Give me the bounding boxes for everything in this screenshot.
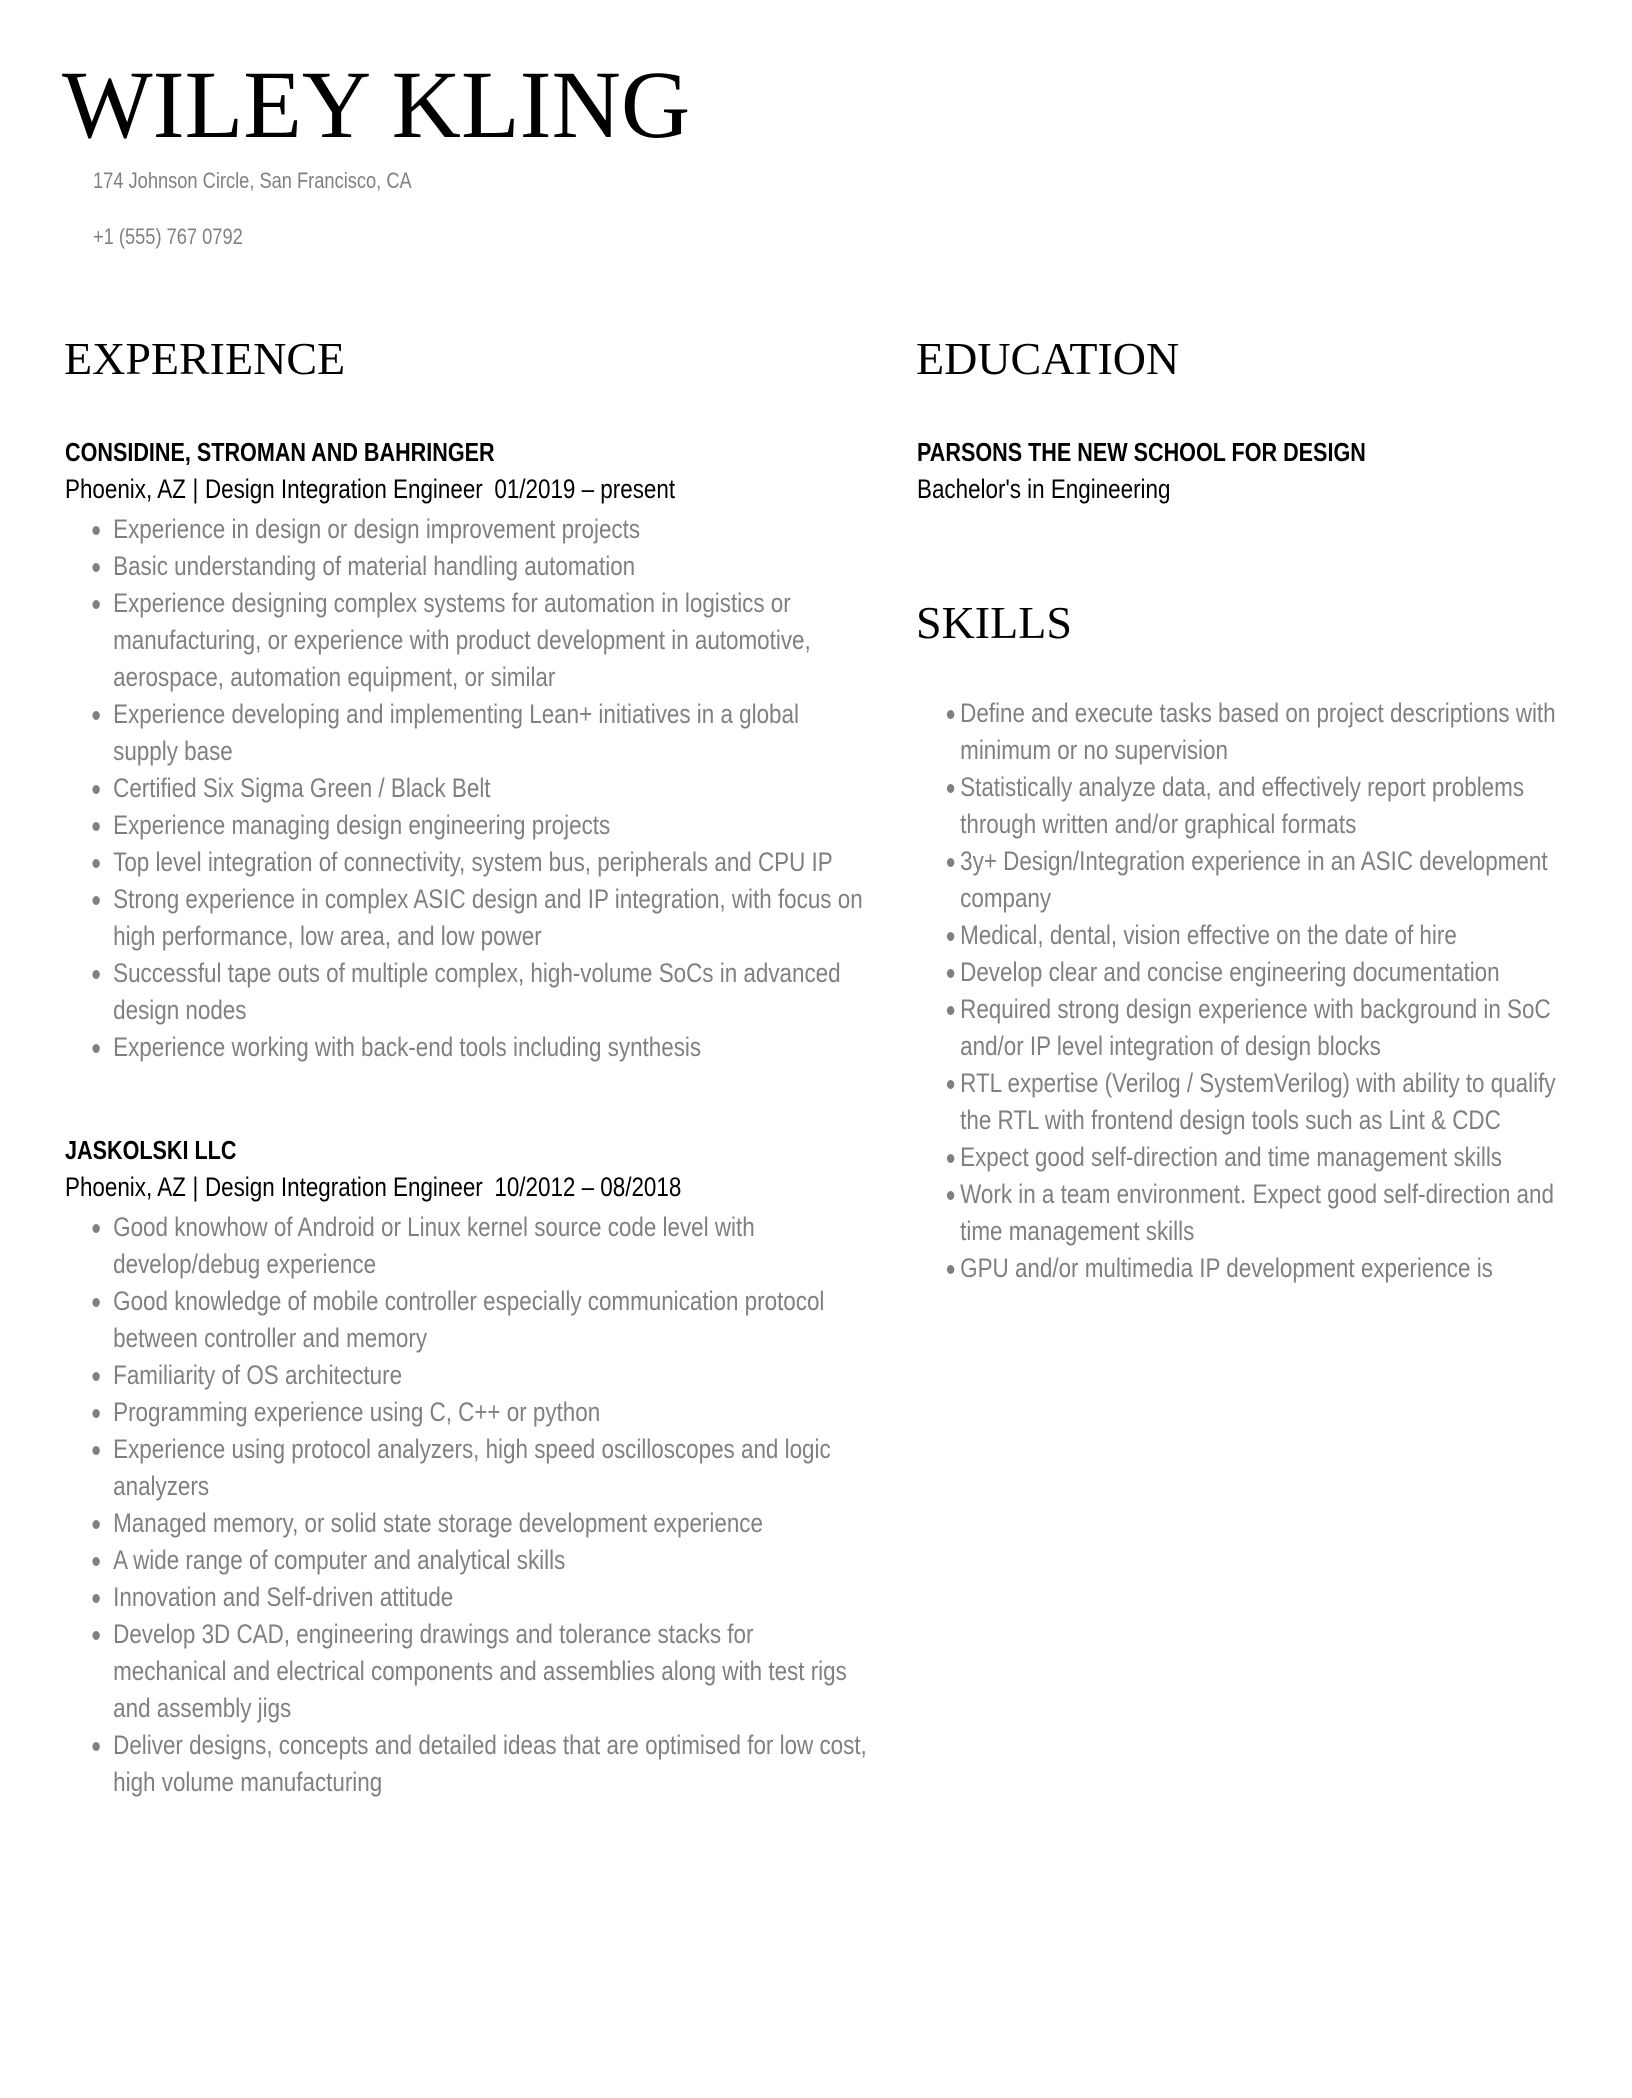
list-item <box>917 1250 1581 1287</box>
section-title-education: EDUCATION <box>916 333 1180 384</box>
list-item <box>65 1431 868 1505</box>
section-title-skills: SKILLS <box>916 597 1072 648</box>
bullet-icon <box>947 1191 954 1200</box>
list-item <box>917 843 1581 917</box>
contact-address: 174 Johnson Circle, San Francisco, CA <box>93 168 412 193</box>
skills-section <box>917 695 1581 1287</box>
list-item <box>65 1505 868 1542</box>
bullet-icon <box>947 710 954 719</box>
list-item <box>65 807 868 844</box>
job-company: JASKOLSKI LLC <box>65 1135 237 1165</box>
section-title-experience: EXPERIENCE <box>64 333 346 384</box>
job-company: CONSIDINE, STROMAN AND BAHRINGER <box>65 437 495 467</box>
job-location: Phoenix, AZ <box>65 1172 186 1202</box>
bullet-icon <box>92 785 99 794</box>
bullet-text: Experience in design or design improvement projects <box>113 514 641 544</box>
bullet-text: Deliver designs, concepts and detailed ideas that are optimised for low cost, high volume manufacturing <box>113 1730 867 1797</box>
bullet-icon <box>92 1409 99 1418</box>
bullet-icon <box>92 1557 99 1566</box>
bullet-icon <box>92 970 99 979</box>
bullet-text: Experience developing and implementing Lean+ initiatives in a global supply base <box>113 699 799 766</box>
list-item <box>65 696 868 770</box>
school-name: PARSONS THE NEW SCHOOL FOR DESIGN <box>917 437 1366 467</box>
job-dates: 10/2012 – 08/2018 <box>494 1172 682 1202</box>
list-item <box>65 1394 868 1431</box>
list-item <box>65 1029 868 1066</box>
list-item <box>65 511 868 548</box>
bullet-text: Strong experience in complex ASIC design and IP integration, with focus on high performance, low area, and low power <box>113 884 863 951</box>
skills-list <box>917 695 1581 1287</box>
bullet-icon <box>92 1520 99 1529</box>
skill-text: 3y+ Design/Integration experience in an ASIC development company <box>960 846 1548 913</box>
list-item <box>65 1727 868 1801</box>
skill-text: Medical, dental, vision effective on the date of hire <box>960 920 1457 950</box>
bullet-icon <box>947 969 954 978</box>
bullet-icon <box>92 859 99 868</box>
list-item <box>917 1065 1581 1139</box>
skill-text: Expect good self-direction and time management skills <box>960 1142 1503 1172</box>
bullet-icon <box>947 1006 954 1015</box>
experience-section <box>65 434 868 1801</box>
skill-text: Work in a team environment. Expect good self-direction and time management skills <box>960 1179 1554 1246</box>
job-bullets <box>65 511 868 1066</box>
bullet-icon <box>92 1298 99 1307</box>
list-item <box>65 881 868 955</box>
candidate-name: WILEY KLING <box>62 51 691 158</box>
bullet-icon <box>92 1044 99 1053</box>
bullet-text: Develop 3D CAD, engineering drawings and tolerance stacks for mechanical and electrical components and assemblies along with test rigs and assembly jigs <box>113 1619 847 1723</box>
bullet-text: Top level integration of connectivity, system bus, peripherals and CPU IP <box>113 847 833 877</box>
bullet-icon <box>92 1446 99 1455</box>
bullet-text: Programming experience using C, C++ or python <box>113 1397 601 1427</box>
bullet-text: Innovation and Self-driven attitude <box>113 1582 454 1612</box>
bullet-icon <box>92 1631 99 1640</box>
contact-phone: +1 (555) 767 0792 <box>93 224 243 249</box>
bullet-icon <box>947 858 954 867</box>
bullet-icon <box>92 1594 99 1603</box>
list-item <box>65 548 868 585</box>
bullet-icon <box>92 711 99 720</box>
bullet-text: Experience using protocol analyzers, high speed oscilloscopes and logic analyzers <box>113 1434 831 1501</box>
skill-text: GPU and/or multimedia IP development experience is <box>960 1253 1493 1283</box>
skill-text: Statistically analyze data, and effectively report problems through written and/or graphical formats <box>960 772 1525 839</box>
job-role: Design Integration Engineer <box>204 1172 483 1202</box>
list-item <box>917 769 1581 843</box>
list-item <box>917 1176 1581 1250</box>
list-item <box>65 1283 868 1357</box>
bullet-text: Basic understanding of material handling automation <box>113 551 636 581</box>
list-item <box>65 770 868 807</box>
skill-text: Develop clear and concise engineering documentation <box>960 957 1500 987</box>
bullet-icon <box>92 1372 99 1381</box>
bullet-text: Experience managing design engineering projects <box>113 810 611 840</box>
bullet-text: Good knowledge of mobile controller especially communication protocol between controller and memory <box>113 1286 825 1353</box>
list-item <box>917 991 1581 1065</box>
list-item <box>65 1542 868 1579</box>
bullet-icon <box>92 563 99 572</box>
list-item <box>65 955 868 1029</box>
job-dates: 01/2019 – present <box>494 474 676 504</box>
skill-text: Required strong design experience with background in SoC and/or IP level integration of design blocks <box>960 994 1551 1061</box>
list-item <box>65 1357 868 1394</box>
bullet-icon <box>92 526 99 535</box>
bullet-text: Good knowhow of Android or Linux kernel source code level with develop/debug experience <box>113 1212 755 1279</box>
skill-text: RTL expertise (Verilog / SystemVerilog) with ability to qualify the RTL with frontend design tools such as Lint & CDC <box>960 1068 1556 1135</box>
job-entry <box>65 434 868 1066</box>
list-item <box>65 1209 868 1283</box>
job-meta <box>65 1169 868 1206</box>
list-item <box>917 695 1581 769</box>
bullet-icon <box>947 932 954 941</box>
list-item <box>65 585 868 696</box>
bullet-text: Managed memory, or solid state storage development experience <box>113 1508 763 1538</box>
list-item <box>65 1616 868 1727</box>
bullet-icon <box>92 896 99 905</box>
bullet-text: Experience working with back-end tools including synthesis <box>113 1032 702 1062</box>
job-role: Design Integration Engineer <box>204 474 483 504</box>
bullet-text: A wide range of computer and analytical skills <box>113 1545 566 1575</box>
list-item <box>917 1139 1581 1176</box>
bullet-icon <box>92 1742 99 1751</box>
job-location: Phoenix, AZ <box>65 474 186 504</box>
list-item <box>65 844 868 881</box>
meta-separator: | <box>192 1172 199 1202</box>
list-item <box>917 954 1581 991</box>
education-section <box>917 434 1581 508</box>
bullet-icon <box>947 1154 954 1163</box>
bullet-text: Familiarity of OS architecture <box>113 1360 403 1390</box>
list-item <box>917 917 1581 954</box>
bullet-icon <box>92 600 99 609</box>
job-meta <box>65 471 868 508</box>
bullet-text: Experience designing complex systems for automation in logistics or manufacturing, or experience with product development in automotive, aerospace, automation equipment, or similar <box>113 588 811 692</box>
bullet-text: Certified Six Sigma Green / Black Belt <box>113 773 491 803</box>
degree: Bachelor's in Engineering <box>917 474 1171 504</box>
list-item <box>65 1579 868 1616</box>
bullet-text: Successful tape outs of multiple complex, high-volume SoCs in advanced design nodes <box>113 958 841 1025</box>
job-bullets <box>65 1209 868 1801</box>
bullet-icon <box>947 1080 954 1089</box>
job-entry <box>65 1132 868 1801</box>
bullet-icon <box>92 822 99 831</box>
bullet-icon <box>92 1224 99 1233</box>
bullet-icon <box>947 1265 954 1274</box>
skill-text: Define and execute tasks based on project descriptions with minimum or no supervision <box>960 698 1556 765</box>
meta-separator: | <box>192 474 199 504</box>
bullet-icon <box>947 784 954 793</box>
